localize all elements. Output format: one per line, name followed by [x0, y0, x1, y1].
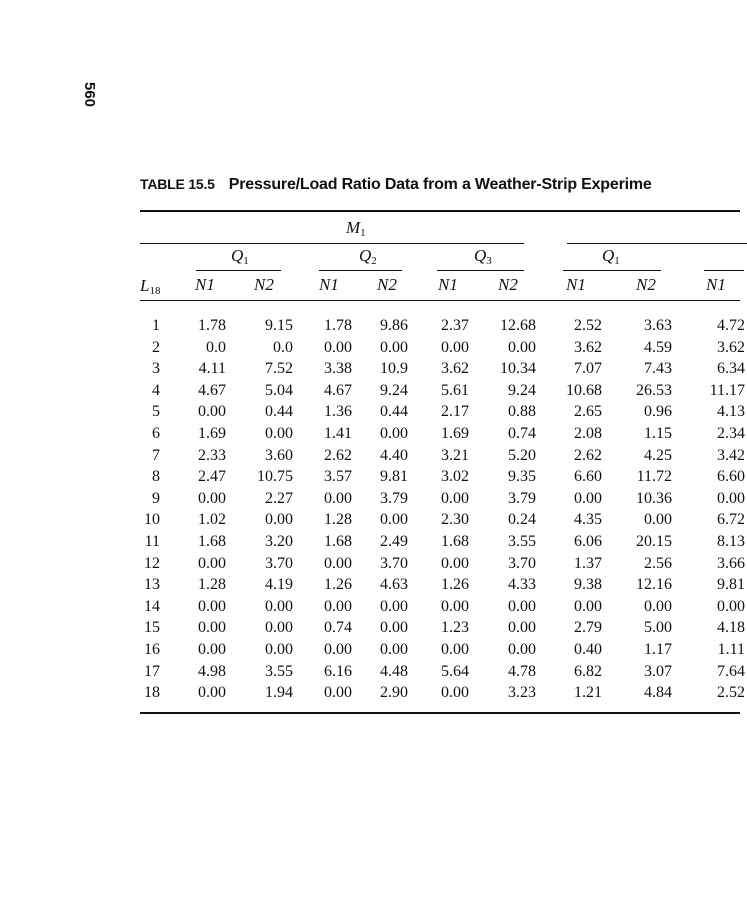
- table-cell: 4.19: [265, 576, 293, 594]
- subgroup-header: $Q_1$: [231, 246, 249, 267]
- table-cell: 7.07: [574, 360, 602, 378]
- table-cell: 0.00: [380, 511, 408, 529]
- table-cell: 1.36: [324, 403, 352, 421]
- table-cell: 0.00: [441, 641, 469, 658]
- table-cell: 0.00: [265, 641, 293, 658]
- table-cell: 0.00: [324, 489, 352, 507]
- table-cell: 1.23: [441, 619, 469, 637]
- row-number: 9: [152, 489, 160, 507]
- table-cell: 2.52: [574, 317, 602, 334]
- table-cell: 0.00: [441, 684, 469, 702]
- table-cell: 0.74: [508, 425, 536, 442]
- table-cell: 5.00: [644, 619, 672, 637]
- table-cell: 0.00: [574, 597, 602, 615]
- table-cell: 3.02: [441, 468, 469, 486]
- table-cell: 3.79: [508, 489, 536, 507]
- page-number: 560: [81, 82, 98, 108]
- row-number: 11: [144, 533, 160, 550]
- table-cell: 2.34: [717, 425, 745, 442]
- table-cell: 0.00: [198, 641, 226, 658]
- table-cell: 3.70: [380, 554, 408, 572]
- table-cell: 2.90: [380, 684, 408, 702]
- row-number: 16: [144, 641, 160, 658]
- table-cell: 0.00: [198, 684, 226, 702]
- table-cell: 0.00: [324, 684, 352, 702]
- table-cell: 0.00: [380, 641, 408, 658]
- table-cell: 4.40: [380, 446, 408, 464]
- table-cell: 3.07: [644, 662, 672, 680]
- table-cell: 3.70: [508, 554, 536, 572]
- table-cell: 2.49: [380, 533, 408, 550]
- table-cell: 1.37: [574, 554, 602, 572]
- table-cell: 0.00: [265, 511, 293, 529]
- table-cell: 3.62: [717, 338, 745, 356]
- table-cell: 0.40: [574, 641, 602, 658]
- table-cell: 0.00: [441, 597, 469, 615]
- table-cell: 12.68: [500, 317, 536, 334]
- table-cell: 1.94: [265, 684, 293, 702]
- table-cell: 9.24: [380, 381, 408, 399]
- row-number: 12: [144, 554, 160, 572]
- column-header: N2: [636, 275, 656, 294]
- table-cell: 1.69: [441, 425, 469, 442]
- table-cell: 4.35: [574, 511, 602, 529]
- table-cell: 7.52: [265, 360, 293, 378]
- table-cell: 2.17: [441, 403, 469, 421]
- table-cell: 1.68: [324, 533, 352, 550]
- table-cell: 3.66: [717, 554, 745, 572]
- subgroup-rule: [437, 270, 524, 271]
- table-cell: 10.34: [500, 360, 536, 378]
- column-header: N1: [706, 275, 726, 294]
- table-cell: 4.72: [717, 317, 745, 334]
- table-cell: 8.13: [717, 533, 745, 550]
- column-header: N1: [319, 275, 339, 294]
- table-cell: 10.75: [257, 468, 293, 486]
- table-cell: 9.81: [380, 468, 408, 486]
- table-cell: 1.28: [198, 576, 226, 594]
- table-cell: 4.18: [717, 619, 745, 637]
- table-cell: 3.63: [644, 317, 672, 334]
- table-cell: 3.70: [265, 554, 293, 572]
- table-title: Pressure/Load Ratio Data from a Weather-Strip Experime: [228, 176, 652, 193]
- table-cell: 11.17: [709, 381, 745, 399]
- table-cell: 3.38: [324, 360, 352, 378]
- table-cell: 1.02: [198, 511, 226, 529]
- table-cell: 2.33: [198, 446, 226, 464]
- table-cell: 3.42: [717, 446, 745, 464]
- table-cell: 0.00: [265, 619, 293, 637]
- table-cell: 0.00: [508, 338, 536, 356]
- table-cell: 3.62: [441, 360, 469, 378]
- row-number: 8: [152, 468, 160, 486]
- table-cell: 1.15: [644, 425, 672, 442]
- table-cell: 3.21: [441, 446, 469, 464]
- table-cell: 1.78: [198, 317, 226, 334]
- table-cell: 5.20: [508, 446, 536, 464]
- row-number: 1: [152, 317, 160, 334]
- table-cell: 0.00: [265, 425, 293, 442]
- table-cell: 0.74: [324, 619, 352, 637]
- table-cell: 4.59: [644, 338, 672, 356]
- table-cell: 7.43: [644, 360, 672, 378]
- table-cell: 6.06: [574, 533, 602, 550]
- table-cell: 0.00: [324, 338, 352, 356]
- row-number: 17: [144, 662, 160, 680]
- table-cell: 1.68: [441, 533, 469, 550]
- table-cell: 0.44: [265, 403, 293, 421]
- table-cell: 0.0: [273, 338, 293, 356]
- table-cell: 3.20: [265, 533, 293, 550]
- table-cell: 10.9: [380, 360, 408, 378]
- table-cell: 2.30: [441, 511, 469, 529]
- table-cell: 0.00: [198, 554, 226, 572]
- table-cell: 0.00: [380, 425, 408, 442]
- table-cell: 3.79: [380, 489, 408, 507]
- table-cell: 0.00: [324, 554, 352, 572]
- column-header: N1: [195, 275, 215, 294]
- table-cell: 1.26: [441, 576, 469, 594]
- row-number: 3: [152, 360, 160, 378]
- table-cell: 6.60: [574, 468, 602, 486]
- table-cell: 0.00: [508, 641, 536, 658]
- table-cell: 26.53: [636, 381, 672, 399]
- table-cell: 2.52: [717, 684, 745, 702]
- table-cell: 4.67: [198, 381, 226, 399]
- subgroup-header: $Q_2$: [359, 246, 377, 267]
- subgroup-rule: [704, 270, 744, 271]
- table-cell: 6.16: [324, 662, 352, 680]
- table-cell: 4.84: [644, 684, 672, 702]
- row-number: 10: [144, 511, 160, 529]
- table-cell: 1.28: [324, 511, 352, 529]
- table-cell: 2.56: [644, 554, 672, 572]
- row-header-l18: $L_{18}$: [140, 276, 161, 297]
- table-cell: 3.57: [324, 468, 352, 486]
- column-header: N1: [438, 275, 458, 294]
- subgroup-rule: [196, 270, 281, 271]
- table-cell: 3.60: [265, 446, 293, 464]
- table-cell: 3.55: [265, 662, 293, 680]
- table-cell: 0.88: [508, 403, 536, 421]
- table-cell: 3.23: [508, 684, 536, 702]
- table-cell: 4.98: [198, 662, 226, 680]
- bottom-rule: [140, 712, 740, 714]
- table-cell: 0.00: [441, 554, 469, 572]
- table-cell: 0.00: [574, 489, 602, 507]
- table-cell: 0.00: [717, 489, 745, 507]
- table-cell: 1.21: [574, 684, 602, 702]
- table-cell: 0.00: [198, 619, 226, 637]
- table-cell: 1.69: [198, 425, 226, 442]
- table-cell: 7.64: [717, 662, 745, 680]
- table-cell: 2.08: [574, 425, 602, 442]
- table-cell: 6.82: [574, 662, 602, 680]
- row-number: 13: [144, 576, 160, 594]
- header-rule: [140, 300, 740, 301]
- table-cell: 2.47: [198, 468, 226, 486]
- table-cell: 4.63: [380, 576, 408, 594]
- table-cell: 4.11: [198, 360, 226, 378]
- table-cell: 0.24: [508, 511, 536, 529]
- table-cell: 3.62: [574, 338, 602, 356]
- group-header-m1: $M_1$: [346, 218, 366, 239]
- table-cell: 10.36: [636, 489, 672, 507]
- table-cell: 0.00: [717, 597, 745, 615]
- table-cell: 1.41: [324, 425, 352, 442]
- column-header: N2: [254, 275, 274, 294]
- table-cell: 9.81: [717, 576, 745, 594]
- table-cell: 4.48: [380, 662, 408, 680]
- table-cell: 9.38: [574, 576, 602, 594]
- table-cell: 0.00: [508, 597, 536, 615]
- table-cell: 2.27: [265, 489, 293, 507]
- table-cell: 2.62: [574, 446, 602, 464]
- table-cell: 0.00: [198, 403, 226, 421]
- table-cell: 9.35: [508, 468, 536, 486]
- row-number: 15: [144, 619, 160, 637]
- table-cell: 1.26: [324, 576, 352, 594]
- table-cell: 0.00: [644, 597, 672, 615]
- table-cell: 10.68: [566, 381, 602, 399]
- table-cell: 2.79: [574, 619, 602, 637]
- table-caption: [140, 176, 652, 194]
- table-cell: 0.00: [644, 511, 672, 529]
- table-cell: 0.00: [441, 489, 469, 507]
- table-cell: 0.96: [644, 403, 672, 421]
- table-cell: 12.16: [636, 576, 672, 594]
- table-cell: 4.78: [508, 662, 536, 680]
- table-cell: 4.13: [717, 403, 745, 421]
- table-cell: 9.86: [380, 317, 408, 334]
- table-cell: 6.60: [717, 468, 745, 486]
- table-cell: 0.00: [324, 641, 352, 658]
- row-number: 18: [144, 684, 160, 702]
- subgroup-rule: [563, 270, 661, 271]
- table-cell: 4.25: [644, 446, 672, 464]
- table-cell: 0.00: [508, 619, 536, 637]
- table-cell: 0.00: [380, 597, 408, 615]
- table-cell: 2.62: [324, 446, 352, 464]
- table-cell: 0.00: [265, 597, 293, 615]
- table-cell: 9.15: [265, 317, 293, 334]
- row-number: 4: [152, 381, 160, 399]
- row-number: 6: [152, 425, 160, 442]
- table-cell: 2.65: [574, 403, 602, 421]
- group-rule-m1: [140, 243, 524, 244]
- table-cell: 0.00: [324, 597, 352, 615]
- table-cell: 11.72: [636, 468, 672, 486]
- row-number: 2: [152, 338, 160, 356]
- table-cell: 1.11: [717, 641, 745, 658]
- column-header: N2: [377, 275, 397, 294]
- top-rule: [140, 210, 740, 212]
- subgroup-header: $Q_1$: [602, 246, 620, 267]
- table-label: TABLE 15.5: [140, 176, 215, 192]
- column-header: N2: [498, 275, 518, 294]
- table-cell: 1.17: [644, 641, 672, 658]
- table-cell: 5.61: [441, 381, 469, 399]
- table-cell: 2.37: [441, 317, 469, 334]
- table-cell: 5.04: [265, 381, 293, 399]
- table-cell: 1.78: [324, 317, 352, 334]
- table-cell: 0.00: [198, 489, 226, 507]
- subgroup-rule: [319, 270, 402, 271]
- table-cell: 3.55: [508, 533, 536, 550]
- row-number: 14: [144, 597, 160, 615]
- table-cell: 9.24: [508, 381, 536, 399]
- table-cell: 20.15: [636, 533, 672, 550]
- table-cell: 0.00: [198, 597, 226, 615]
- table-cell: 0.00: [380, 619, 408, 637]
- table-cell: 0.44: [380, 403, 408, 421]
- table-cell: 4.67: [324, 381, 352, 399]
- table-cell: 0.0: [206, 338, 226, 356]
- subgroup-header: $Q_3$: [474, 246, 492, 267]
- table-cell: 0.00: [441, 338, 469, 356]
- table-cell: 6.72: [717, 511, 745, 529]
- row-number: 7: [152, 446, 160, 464]
- table-cell: 4.33: [508, 576, 536, 594]
- group-rule-m2: [567, 243, 747, 244]
- table-cell: 1.68: [198, 533, 226, 550]
- table-cell: 5.64: [441, 662, 469, 680]
- table-cell: 0.00: [380, 338, 408, 356]
- column-header: N1: [566, 275, 586, 294]
- row-number: 5: [152, 403, 160, 421]
- table-cell: 6.34: [717, 360, 745, 378]
